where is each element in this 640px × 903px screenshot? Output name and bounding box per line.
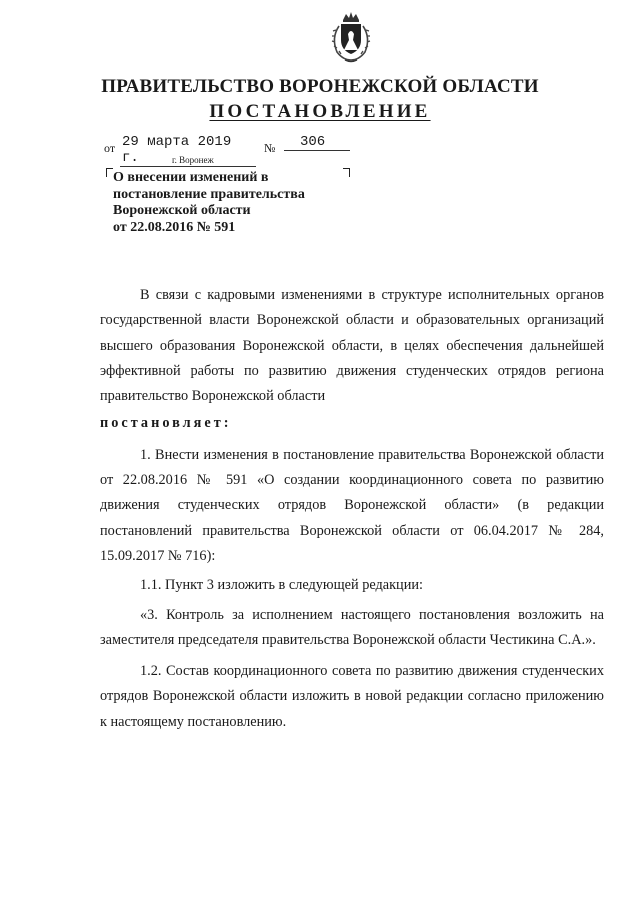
subject-bracket-right	[343, 168, 350, 177]
paragraph-1: 1. Внести изменения в постановление правительства Воронежской области от 22.08.2016 № 591 «О создании координационного совета по развитию движения студенческих отрядов Воронежской области» (в редакции постановлений правительства Воронежской области от 06.04.2017 № 284, 15.09.2017 № 716):	[100, 446, 604, 564]
subject-line: О внесении изменений в	[113, 170, 269, 185]
voronezh-coat-of-arms-icon	[329, 10, 373, 64]
paragraph-1-1: 1.1. Пункт 3 изложить в следующей редакции:	[140, 577, 423, 594]
government-title: ПРАВИТЕЛЬСТВО ВОРОНЕЖСКОЙ ОБЛАСТИ	[101, 76, 539, 97]
subject-line: от 22.08.2016 № 591	[113, 219, 236, 235]
document-subject	[113, 170, 343, 236]
document-kind-title: ПОСТАНОВЛЕНИЕ	[209, 101, 431, 122]
decree-word: постановляет:	[100, 415, 232, 432]
document-date: 29 марта 2019 г.	[120, 134, 256, 167]
subject-line: Воронежской области	[113, 203, 251, 218]
document-body	[100, 283, 604, 735]
city-label: г. Воронеж	[172, 155, 214, 165]
paragraph-1-1-quote: «3. Контроль за исполнением настоящего постановления возложить на заместителя председателя правительства Воронежской области Честикина С.А.».	[100, 606, 604, 648]
document-number: 306	[284, 134, 350, 151]
subject-line: постановление правительства	[113, 186, 305, 202]
subject-bracket-left	[106, 168, 113, 177]
intro-paragraph: В связи с кадровыми изменениями в структуре исполнительных органов государственной власти Воронежской области и образовательных организаций высшего образования Воронежской области, в целях обеспечения дальнейшей эффективной работы по развитию движения студенческих отрядов региона правительство Воронежской области	[100, 287, 604, 405]
number-label: №	[264, 141, 276, 155]
paragraph-1-2: 1.2. Состав координационного совета по развитию движения студенческих отрядов Воронежской области изложить в новой редакции согласно приложению к настоящему постановлению.	[100, 663, 604, 730]
date-label: от	[104, 141, 116, 155]
